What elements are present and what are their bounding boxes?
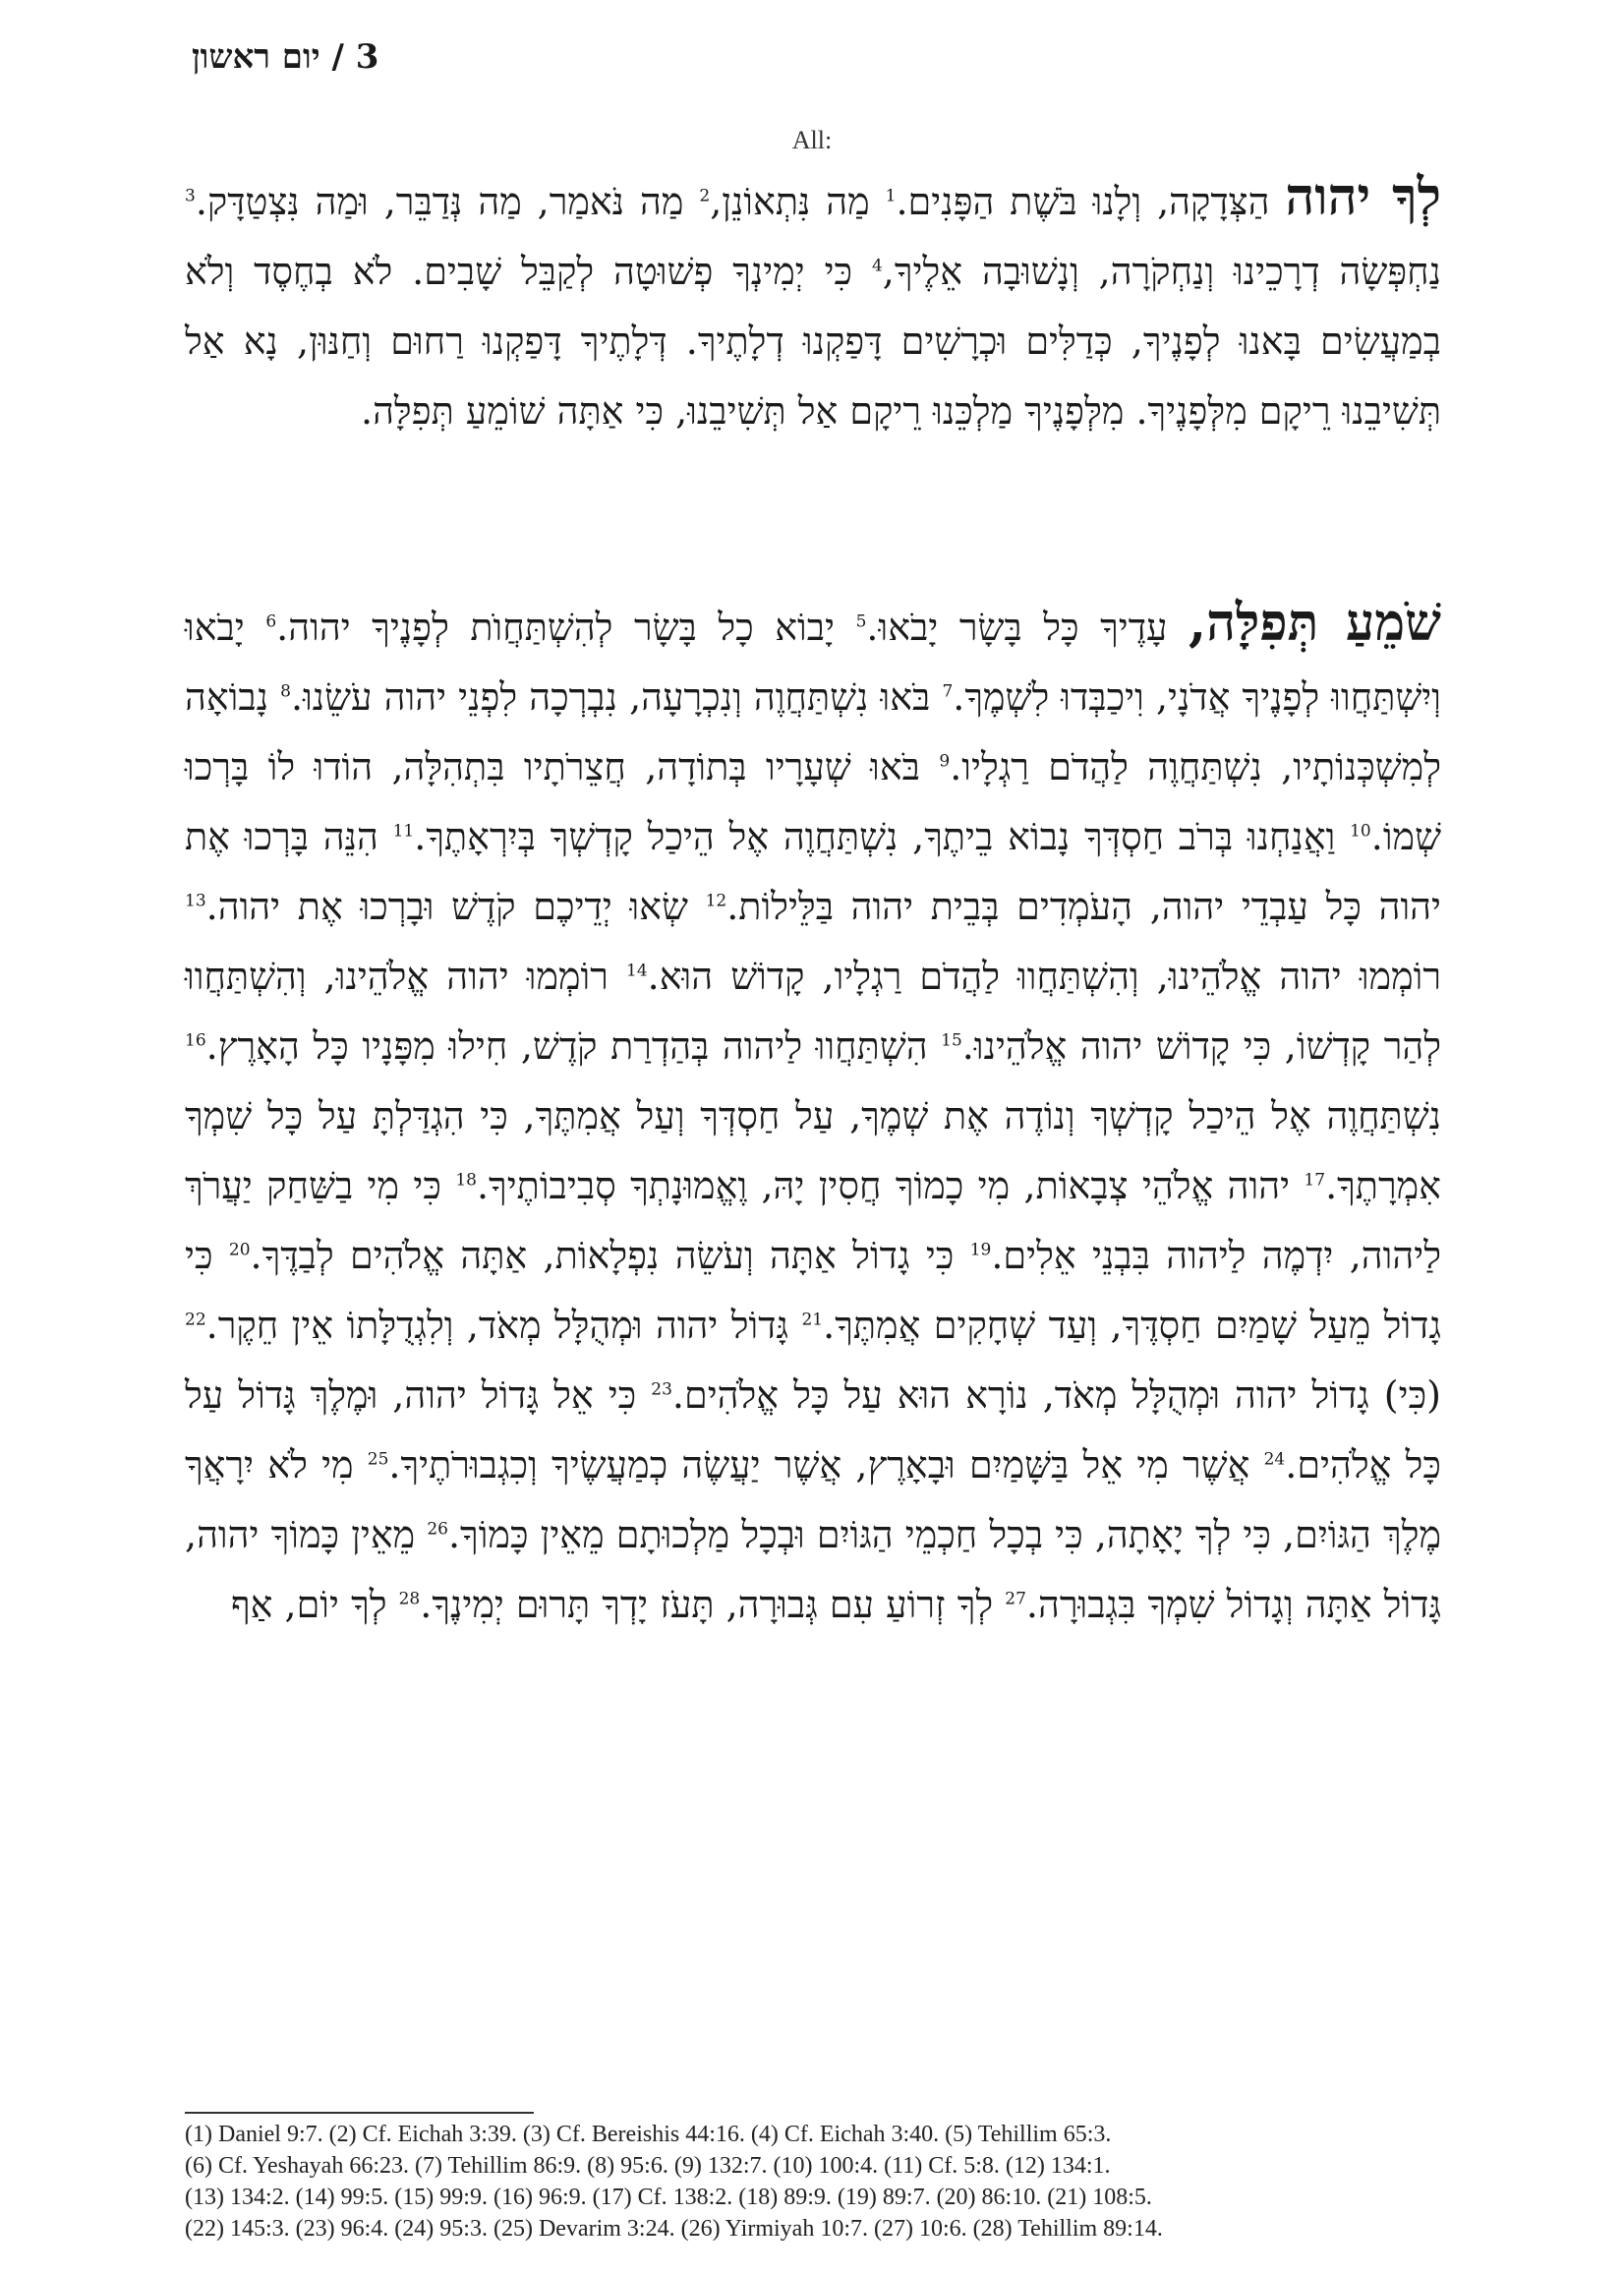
footnote-marker: 9 [939,751,951,772]
rubric-all: All: [791,126,833,154]
footnote-marker: 17 [1304,1170,1326,1191]
text-segment: מִי לֹא יִרָאֲךָ מֶלֶךְ הַגּוֹיִם, כִּי לְךָ יָאָתָה, כִּי בְכָל חַכְמֵי הַגּוֹיִם וּבְכָל מַלְכוּתָם מֵאֵין כָּמוֹךָ. [185,1443,1441,1556]
footnote-marker: 26 [427,1519,448,1540]
footnote-marker: 18 [455,1170,477,1191]
footnote-line: (22) 145:3. (23) 96:4. (24) 95:3. (25) Devarim 3:24. (26) Yirmiyah 10:7. (27) 10:6. (28) Tehillim 89:14. [185,2216,1163,2242]
footnote-marker: 25 [367,1449,389,1470]
text-segment: רוֹמְמוּ יהוה אֱלֹהֵינוּ, וְהִשְׁתַּחֲווּ לַהֲדֹם רַגְלָיו, קָדוֹשׁ הוּא. [647,955,1441,998]
text-segment: הִנֵּה בָּרְכוּ אֶת יהוה כָּל עַבְדֵי יהוה, הָעֹמְדִים בְּבֵית יהוה בַּלֵּילוֹת. [185,815,1441,928]
text-segment: (כִּי) גָדוֹל יהוה וּמְהֻלָּל מְאֹד, נוֹרָא הוּא עַל כָּל אֱלֹהִים. [671,1373,1441,1417]
text-segment: עָדֶיךָ כָּל בָּשָׂר יָבֹאוּ. [866,606,1168,649]
text-segment: בֹּאוּ נִשְׁתַּחֲוֶה וְנִכְרָעָה, נִבְרְכָה לִפְנֵי יהוה עֹשֵׂנוּ. [290,675,931,719]
footnote-line: (6) Cf. Yeshayah 66:23. (7) Tehillim 86:9. (8) 95:6. (9) 132:7. (10) 100:4. (11) Cf. 5:8. (12) 134:1. [185,2153,1111,2179]
text-segment: כִּי יְמִינְךָ פְשׁוּטָה לְקַבֵּל שָׁבִים. לֹא בְחֶסֶד וְלֹא בְמַעֲשִׂים בָּאנוּ לְפָנֶיךָ, כְּדַלִּים וּכְרָשִׁים דָּפַקְנוּ דְלָתֶיךָ. דְּלָתֶיךָ דָּפַקְנוּ רַחוּם וְחַנּוּן, נָא אַל תְּשִׁיבֵנוּ רֵיקָם מִלְּפָנֶיךָ. מִלְּפָנֶיךָ מַלְכֵּנוּ רֵיקָם אַל תְּשִׁיבֵנוּ, כִּי אַתָּה שׁוֹמֵעַ תְּפִלָּה. [185,250,1441,433]
text-segment: אֲשֶׁר מִי אֵל בַּשָּׁמַיִם וּבָאָרֶץ, אֲשֶׁר יַעֲשֶׂה כְמַעֲשֶׂיךָ וְכִגְבוּרֹתֶיךָ. [388,1443,1250,1487]
text-segment: כִּי גָדוֹל מֵעַל שָׁמַיִם חַסְדֶּךָ, וְעַד שְׁחָקִים אֲמִתֶּךָ. [185,1234,1441,1347]
footnote-marker: 13 [185,891,206,911]
text-segment: מַה נֹּאמַר, מַה נְּדַבֵּר, וּמַה נִּצְטַדָּק. [195,180,684,223]
paragraph-shomea-tefillah [185,588,1441,1640]
text-segment: רוֹמְמוּ יהוה אֱלֹהֵינוּ, וְהִשְׁתַּחֲווּ לְהַר קָדְשׁוֹ, כִּי קָדוֹשׁ יהוה אֱלֹהֵינוּ. [185,955,1441,1068]
footnote-marker: 2 [699,186,711,206]
footnote-marker: 4 [871,256,883,276]
text-segment: כִּי אֵל גָּדוֹל יהוה, וּמֶלֶךְ גָּדוֹל עַל כָּל אֱלֹהִים. [185,1373,1441,1487]
footnote-marker: 22 [185,1310,206,1330]
footnote-marker: 24 [1263,1449,1286,1470]
text-segment: יָבוֹא כָל בָּשָׂר לְהִשְׁתַּחֲוֺת לְפָנֶיךָ יהוה. [276,606,836,649]
footnote-marker: 23 [651,1379,672,1400]
footnote-marker: 16 [185,1030,206,1051]
footnote-marker: 21 [801,1310,824,1330]
text-segment: שְׂאוּ יְדֵיכֶם קֹדֶשׁ וּבָרְכוּ אֶת יהוה. [205,885,688,928]
text-segment: מַה נִּתְאוֹנֵן, [710,180,870,223]
text-segment: כִּי גָדוֹל אַתָּה וְעֹשֵׂה נִפְלָאוֹת, אַתָּה אֱלֹהִים לְבַדֶּךָ. [250,1234,955,1277]
running-head: 3 / יום ראשון [192,37,379,77]
footnote-marker: 5 [855,612,867,632]
footnote-marker: 11 [392,821,415,842]
paragraph-lecha-hashem [185,162,1441,446]
footnote-marker: 1 [885,186,897,206]
text-segment: נָבוֹאָה לְמִשְׁכְּנוֹתָיו, נִשְׁתַּחֲוֶה לַהֲדֹם רַגְלָיו. [185,675,1441,788]
text-segment: בֹּאוּ שְׁעָרָיו בְּתוֹדָה, חֲצֵרֹתָיו בִּתְהִלָּה, הוֹדוּ לוֹ בָּרְכוּ שְׁמוֹ. [185,745,1441,858]
footnote-marker: 14 [626,961,648,981]
footnote-marker: 8 [280,681,291,702]
footnote-line: (13) 134:2. (14) 99:5. (15) 99:9. (16) 96:9. (17) Cf. 138:2. (18) 89:9. (19) 89:7. (20) 86:10. (21) 108:5. [185,2185,1152,2210]
text-segment: הִשְׁתַּחֲווּ לַיהוה בְּהַדְרַת קֹדֶשׁ, חִילוּ מִפָּנָיו כָּל הָאָרֶץ. [205,1024,928,1068]
footnote-marker: 27 [1005,1589,1026,1609]
text-segment: כִּי מִי בַשַּׁחַק יַעֲרֹךְ לַיהוה, יִדְמֶה לַיהוה בִּבְנֵי אֵלִים. [185,1164,1441,1277]
text-segment: נִשְׁתַּחֲוֶה אֶל הֵיכַל קָדְשְׁךָ וְנוֹדֶה אֶת שְׁמֶךָ, עַל חַסְדְּךָ וְעַל אֲמִתֶּךָ, כִּי הִגְדַּלְתָּ עַל כָּל שִׁמְךָ אִמְרָתֶךָ. [185,1094,1441,1207]
text-segment: יָבֹאוּ וְיִשְׁתַּחֲווּ לְפָנֶיךָ אֲדֹנָי, וִיכַבְּדוּ לִשְׁמֶךָ. [185,606,1441,719]
text-segment: לְךָ זְרוֹעַ עִם גְּבוּרָה, תָּעֹז יָדְךָ תָּרוּם יְמִינֶךָ. [420,1583,994,1626]
footnote-marker: 3 [185,186,196,206]
footnote-marker: 19 [969,1240,992,1260]
text-segment: נַחְפְּשָׂה דְרָכֵינוּ וְנַחְקֹרָה, וְנָשׁוּבָה אֵלֶיךָ, [882,250,1441,293]
text-segment: מֵאֵין כָּמוֹךָ יהוה, גָּדוֹל אַתָּה וְגָדוֹל שִׁמְךָ בִּגְבוּרָה. [185,1513,1441,1626]
text-segment: לְךָ יוֹם, אַף [230,1583,387,1626]
footnote-line: (1) Daniel 9:7. (2) Cf. Eichah 3:39. (3) Cf. Bereishis 44:16. (4) Cf. Eichah 3:40. (5) Tehillim 65:3. [185,2122,1112,2147]
text-segment: הַצְּדָקָה, וְלָנוּ בֹּשֶׁת הַפָּנִים. [896,180,1270,223]
footnotes [185,2119,1453,2245]
opening-words: לְךָ יהוה [1285,167,1441,227]
footnote-marker: 20 [228,1240,251,1260]
text-segment: גָּדוֹל יהוה וּמְהֻלָּל מְאֹד, וְלִגְדֻלָּתוֹ אֵין חֵקֶר. [205,1304,789,1347]
text-segment: יהוה אֱלֹהֵי צְבָאוֹת, מִי כָמוֹךָ חֲסִין יָהּ, וֶאֱמוּנָתְךָ סְבִיבוֹתֶיךָ. [476,1164,1291,1207]
footnote-marker: 15 [941,1030,962,1051]
footnote-marker: 28 [398,1589,421,1609]
footnote-marker: 12 [705,891,727,911]
footnote-divider [185,2112,534,2114]
text-segment: וַאֲנַחְנוּ בְּרֹב חַסְדְּךָ נָבוֹא בֵיתֶךָ, נִשְׁתַּחֲוֶה אֶל הֵיכַל קָדְשְׁךָ בְּיִרְאָתֶךָ. [414,815,1336,858]
footnote-marker: 7 [942,681,954,702]
footnote-marker: 6 [265,612,277,632]
opening-words: שֹׁמֵעַ תְּפִלָּה, [1189,593,1441,653]
footnote-marker: 10 [1350,821,1371,842]
